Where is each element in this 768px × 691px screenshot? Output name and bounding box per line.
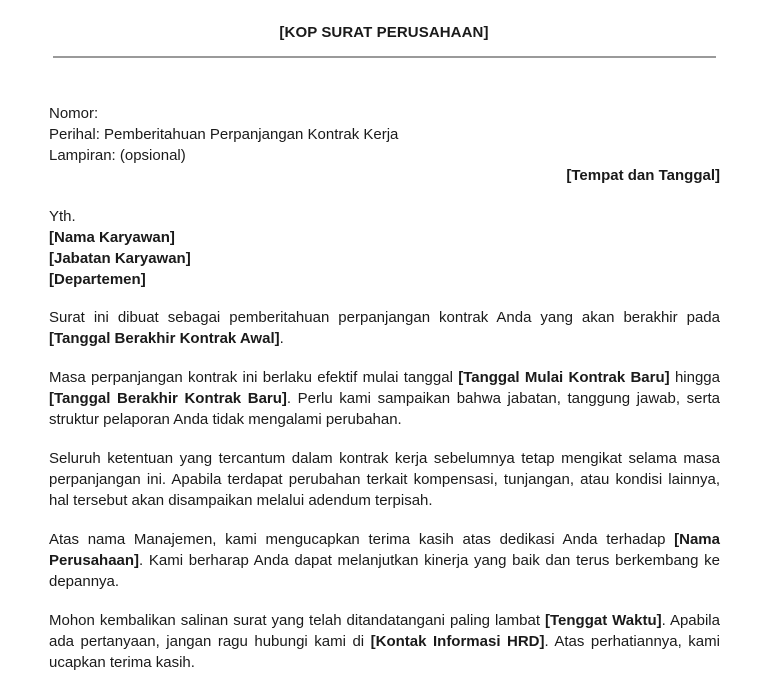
- letter-number: Nomor:: [49, 105, 99, 122]
- letterhead-title: [KOP SURAT PERUSAHAAN]: [279, 24, 489, 41]
- paragraph-text: . Apabila ada pertanyaan, jangan ragu hubungi kami di: [49, 612, 720, 650]
- recipient-salutation: Yth.: [49, 208, 76, 225]
- recipient-name: [Nama Karyawan]: [49, 229, 175, 246]
- recipient-department: [Departemen]: [49, 271, 146, 288]
- paragraph-text: Surat ini dibuat sebagai pemberitahuan perpanjangan kontrak Anda yang akan berakhir pada: [49, 309, 720, 326]
- recipient-block: [49, 206, 191, 290]
- paragraph-5: [49, 610, 720, 673]
- paragraph-text: Atas nama Manajemen, kami mengucapkan terima kasih atas dedikasi Anda terhadap: [49, 531, 675, 548]
- placeholder-end-date-original: [Tanggal Berakhir Kontrak Awal]: [49, 330, 280, 347]
- paragraph-3: [49, 448, 720, 511]
- letter-meta: [49, 103, 398, 166]
- placeholder-deadline: [Tenggat Waktu]: [544, 612, 662, 629]
- placeholder-end-date-new: [Tanggal Berakhir Kontrak Baru]: [49, 390, 287, 407]
- paragraph-1: [49, 307, 720, 349]
- placeholder-start-date-new: [Tanggal Mulai Kontrak Baru]: [458, 369, 670, 386]
- paragraph-4: [49, 529, 720, 592]
- paragraph-text: Masa perpanjangan kontrak ini berlaku efektif mulai tanggal: [49, 369, 459, 386]
- recipient-position: [Jabatan Karyawan]: [49, 250, 191, 267]
- paragraph-text: hingga: [669, 369, 720, 386]
- letter-subject: Perihal: Pemberitahuan Perpanjangan Kontrak Kerja: [49, 126, 399, 143]
- paragraph-text: . Atas perhatiannya, kami ucapkan terima kasih.: [49, 633, 720, 671]
- placeholder-company-name: [Nama Perusahaan]: [49, 531, 720, 569]
- letter-body: [49, 307, 720, 691]
- letterhead-divider: [53, 56, 716, 58]
- paragraph-text: Seluruh ketentuan yang tercantum dalam kontrak kerja sebelumnya tetap mengikat selama masa perpanjangan ini. Apabila terdapat perubahan terkait kompensasi, tunjangan, atau kondisi lainnya, hal tersebut akan disampaikan melalui adendum terpisah.: [49, 450, 720, 509]
- paragraph-text: Mohon kembalikan salinan surat yang telah ditandatangani paling lambat: [49, 612, 545, 629]
- paragraph-text: . Kami berharap Anda dapat melanjutkan kinerja yang baik dan terus berkembang ke depannya.: [49, 552, 720, 590]
- placeholder-hrd-contact: [Kontak Informasi HRD]: [370, 633, 545, 650]
- letter-attachment: Lampiran: (opsional): [49, 147, 186, 164]
- paragraph-text: . Perlu kami sampaikan bahwa jabatan, tanggung jawab, serta struktur pelaporan Anda tidak mengalami perubahan.: [49, 390, 720, 428]
- place-and-date: [Tempat dan Tanggal]: [566, 167, 720, 184]
- paragraph-2: [49, 367, 720, 430]
- paragraph-text: .: [279, 330, 284, 347]
